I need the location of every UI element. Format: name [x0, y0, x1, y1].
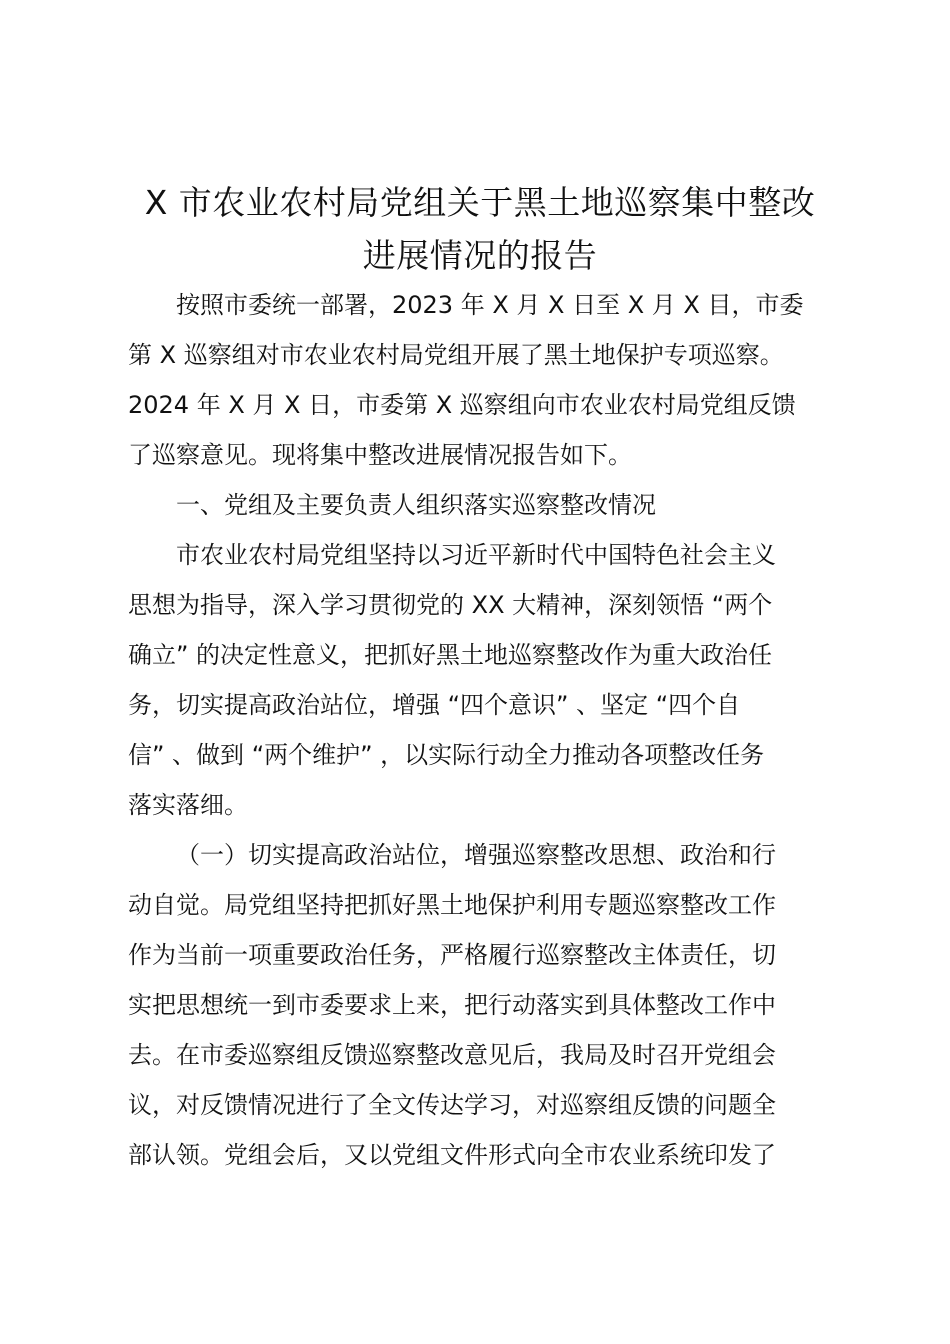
body-paragraph-line: 思想为指导，深入学习贯彻党的 XX 大精神，深刻领悟 “两个: [128, 591, 773, 619]
intro-paragraph-line: 第 X 巡察组对市农业农村局党组开展了黑土地保护专项巡察。: [128, 341, 784, 369]
intro-paragraph-line: 了巡察意见。现将集中整改进展情况报告如下。: [128, 441, 632, 469]
body-paragraph-line: 信” 、做到 “两个维护” ，以实际行动全力推动各项整改任务: [128, 741, 765, 769]
body-paragraph-line: 市农业农村局党组坚持以习近平新时代中国特色社会主义: [176, 541, 776, 569]
body-paragraph-line: 务，切实提高政治站位，增强 “四个意识” 、坚定 “四个自: [128, 691, 741, 719]
document-title-line-2: 进展情况的报告: [362, 236, 598, 275]
body-paragraph-line: 落实落细。: [128, 791, 248, 819]
subsection-paragraph-line: 实把思想统一到市委要求上来，把行动落实到具体整改工作中: [128, 991, 776, 1019]
section-heading-1: 一、党组及主要负责人组织落实巡察整改情况: [176, 491, 656, 519]
subsection-paragraph-line: （一）切实提高政治站位，增强巡察整改思想、政治和行: [176, 841, 776, 869]
subsection-paragraph-line: 去。在市委巡察组反馈巡察整改意见后，我局及时召开党组会: [128, 1041, 776, 1069]
body-paragraph-line: 确立” 的决定性意义，把抓好黑土地巡察整改作为重大政治任: [128, 641, 773, 669]
subsection-paragraph-line: 议，对反馈情况进行了全文传达学习，对巡察组反馈的问题全: [128, 1091, 776, 1119]
subsection-paragraph-line: 动自觉。局党组坚持把抓好黑土地保护利用专题巡察整改工作: [128, 891, 776, 919]
subsection-paragraph-line: 作为当前一项重要政治任务，严格履行巡察整改主体责任，切: [128, 941, 776, 969]
document-title-line-1: X 市农业农村局党组关于黑土地巡察集中整改: [144, 183, 816, 222]
intro-paragraph-line: 按照市委统一部署，2023 年 X 月 X 日至 X 月 X 目，市委: [176, 291, 804, 319]
intro-paragraph-line: 2024 年 X 月 X 日，市委第 X 巡察组向市农业农村局党组反馈: [128, 391, 796, 419]
subsection-paragraph-line: 部认领。党组会后，又以党组文件形式向全市农业系统印发了: [128, 1141, 776, 1169]
